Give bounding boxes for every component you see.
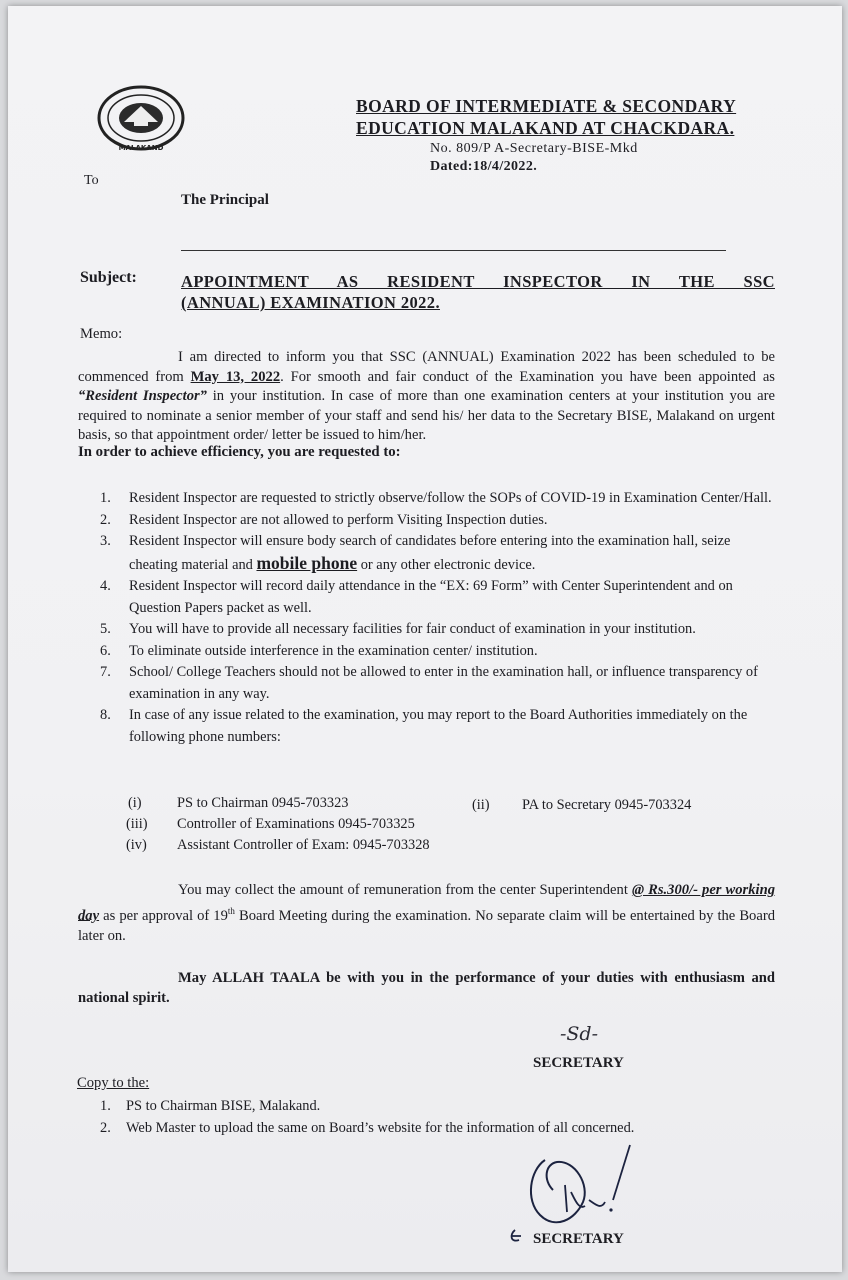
phone-assistant-controller: Assistant Controller of Exam: 0945-703328 [177, 837, 430, 853]
instruction-item [100, 576, 775, 619]
memo-text-3: in your institution. In case of more than one examination centers at your institution you are required to nominate a senior member of your staff and send his/ her data to the Secretary BISE, Malakand on urgent basis, so that appointment order/ letter be issued to him/her. [78, 388, 775, 443]
board-name-line1: BOARD OF INTERMEDIATE & SECONDARY [356, 96, 737, 116]
phone-pa-secretary: PA to Secretary 0945-703324 [522, 797, 692, 813]
copy-item [100, 1118, 775, 1140]
memo-label: Memo: [80, 326, 123, 342]
item-number: 3. [100, 533, 111, 549]
item-number: 5. [100, 621, 111, 637]
copy-list [100, 1096, 775, 1139]
item-text: In case of any issue related to the examination, you may report to the Board Authorities immediately on the following phone numbers: [129, 707, 748, 745]
remuneration-text-3: Board Meeting during the examination. No separate claim will be entertained by the Board later on. [78, 907, 775, 944]
remuneration-rate: @ Rs.300/- per working day [78, 882, 776, 924]
copy-to-label: Copy to the: [77, 1075, 150, 1091]
board-seal-logo [96, 84, 186, 156]
instruction-item [100, 662, 775, 705]
instruction-item [100, 705, 775, 748]
item-text: To eliminate outside interference in the examination center/ institution. [129, 642, 538, 659]
memo-paragraph [78, 348, 775, 446]
item-number: 6. [100, 642, 111, 659]
phone-ps-chairman: PS to Chairman 0945-703323 [177, 795, 349, 811]
phone-number-index: (iii) [126, 816, 148, 832]
to-label: To [84, 173, 99, 188]
instruction-item [100, 641, 775, 663]
letter-date: Dated:18/4/2022. [430, 159, 538, 174]
subject-label: Subject: [80, 269, 137, 286]
final-signatory-title: SECRETARY [533, 1231, 624, 1247]
reference-number: No. 809/P A-Secretary-BISE-Mkd [430, 141, 638, 156]
resident-inspector-term: “Resident Inspector” [78, 388, 207, 404]
item-number: 8. [100, 707, 111, 723]
item-text: Resident Inspector will record daily attendance in the “EX: 69 Form” with Center Superintendent and on Question Papers packet as well. [129, 578, 733, 616]
instruction-item [100, 488, 775, 510]
subject-line-2: (ANNUAL) EXAMINATION 2022. [181, 293, 440, 312]
subject-line-1: APPOINTMENT AS RESIDENT INSPECTOR IN THE SSC [181, 272, 775, 291]
phone-controller: Controller of Examinations 0945-703325 [177, 816, 415, 832]
instruction-item [100, 531, 775, 576]
instruction-item [100, 510, 775, 532]
phone-number-index: (ii) [472, 797, 490, 813]
remuneration-text-2: as per approval of 19 [99, 907, 228, 924]
phone-number-index: (i) [128, 795, 142, 811]
ordinal-suffix: th [227, 905, 235, 916]
mobile-phone-emphasis: mobile phone [256, 552, 358, 573]
item-text: Resident Inspector are not allowed to perform Visiting Inspection duties. [129, 511, 548, 528]
item-text: Web Master to upload the same on Board’s website for the information of all concerned. [126, 1119, 635, 1136]
item-text: You will have to provide all necessary facilities for fair conduct of examination in your institution. [129, 621, 696, 637]
seal-text: MALAKAND [118, 144, 164, 152]
remuneration-text-1: You may collect the amount of remuneration from the center Superintendent [178, 882, 632, 898]
item-text: Resident Inspector are requested to strictly observe/follow the SOPs of COVID-19 in Examination Center/Hall. [129, 490, 772, 506]
closing-paragraph: May ALLAH TAALA be with you in the performance of your duties with enthusiasm and national spirit. [78, 970, 775, 1006]
item-number: 7. [100, 664, 111, 680]
request-line: In order to achieve efficiency, you are requested to: [78, 444, 401, 460]
item-number: 4. [100, 578, 111, 594]
item-number: 1. [100, 1098, 111, 1114]
memo-text-2: . For smooth and fair conduct of the Examination you have been appointed as [280, 368, 775, 385]
exam-start-date: May 13, 2022 [190, 368, 281, 385]
signed-note: -Sd- [560, 1023, 599, 1045]
copy-item [100, 1096, 775, 1118]
instruction-item [100, 619, 775, 641]
item-text: PS to Chairman BISE, Malakand. [126, 1098, 321, 1114]
remuneration-paragraph [78, 880, 775, 946]
item-number: 1. [100, 490, 111, 506]
item-text: School/ College Teachers should not be allowed to enter in the examination hall, or influence transparency of examination in any way. [129, 664, 758, 702]
board-name-line2: EDUCATION MALAKAND AT CHACKDARA. [356, 118, 735, 138]
addressee: The Principal [181, 192, 269, 208]
instruction-list [100, 488, 775, 748]
item-text: Resident Inspector will ensure body search of candidates before entering into the examination hall, seize cheating material and [129, 533, 731, 573]
address-blank-line [181, 250, 726, 251]
signatory-title: SECRETARY [533, 1055, 624, 1071]
memo-text-1: I am directed to inform you that SSC (ANNUAL) Examination 2022 has been scheduled to be commenced from [78, 349, 775, 385]
item-text: or any other electronic device. [357, 556, 536, 573]
phone-number-index: (iv) [126, 837, 147, 853]
item-number: 2. [100, 511, 111, 528]
item-number: 2. [100, 1119, 111, 1136]
